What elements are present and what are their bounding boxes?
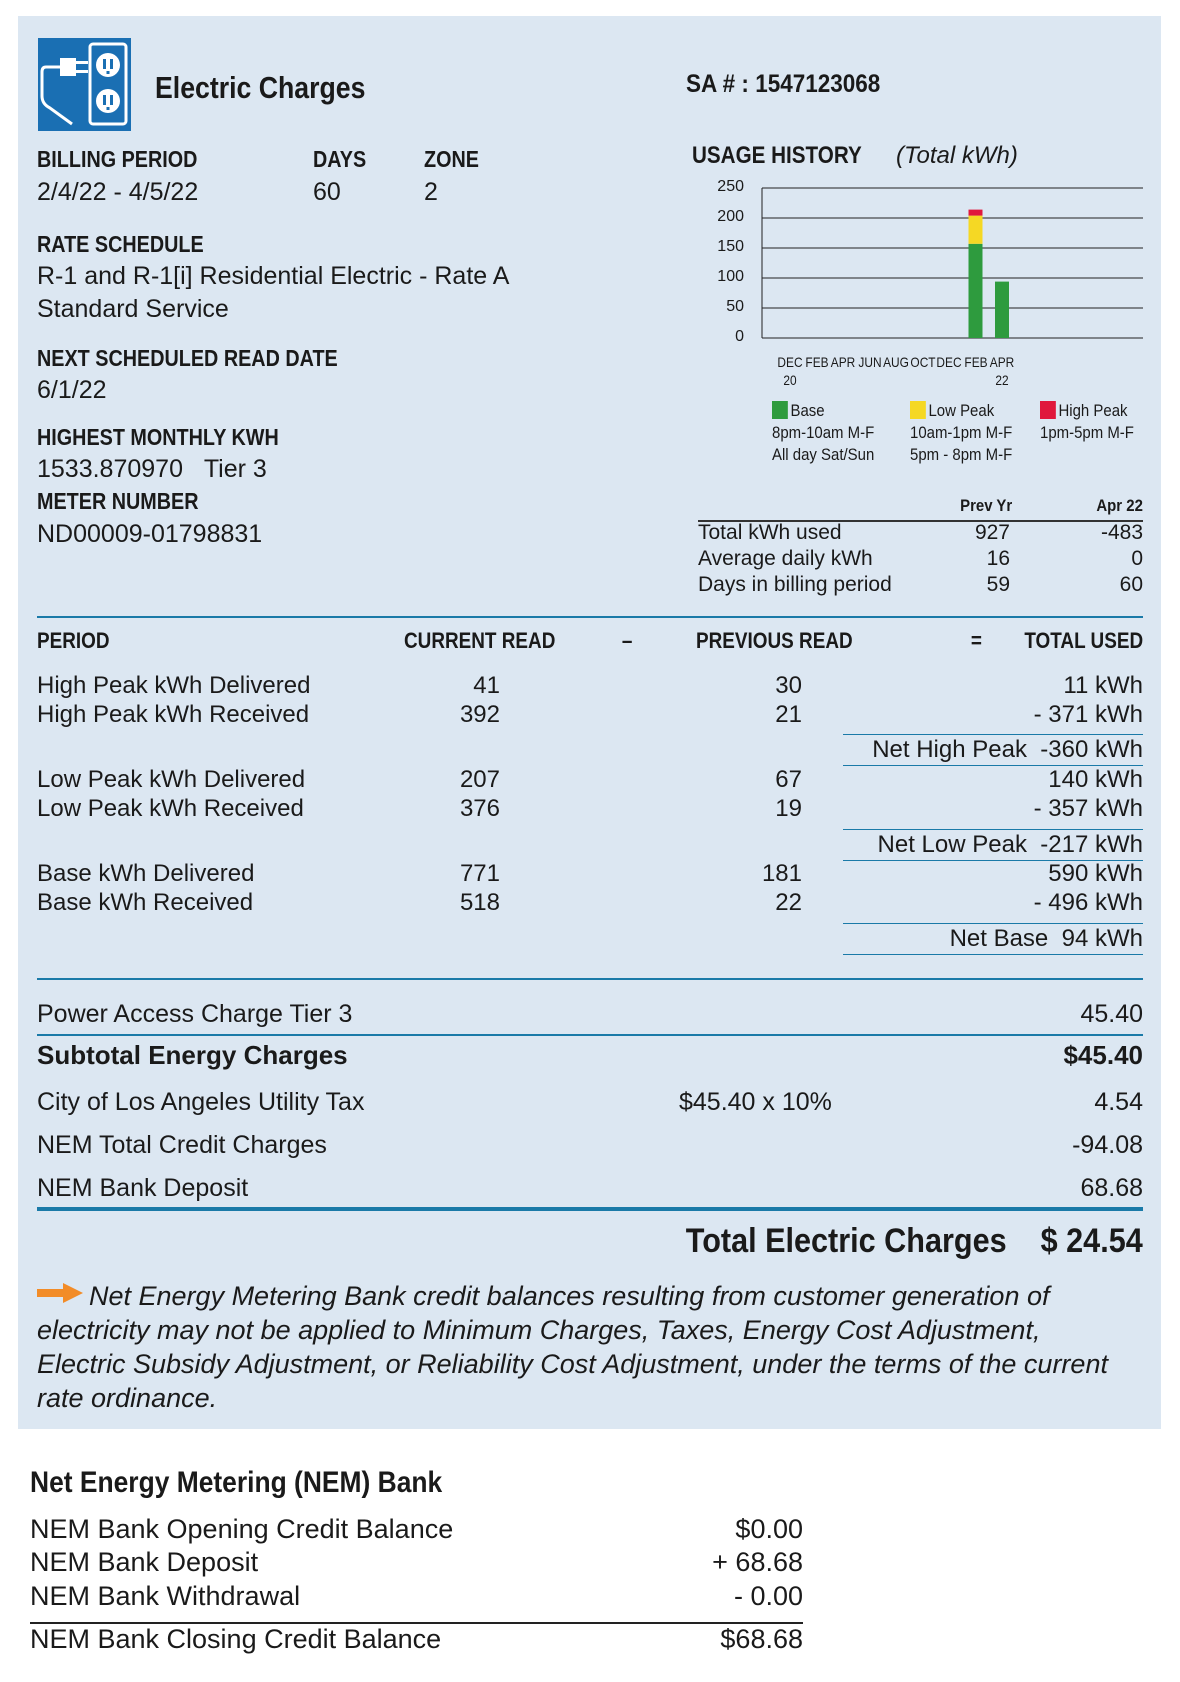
nem-bank-title: Net Energy Metering (NEM) Bank	[30, 1466, 443, 1499]
summary-label: Total kWh used	[698, 521, 842, 544]
x-tick-label: FEB	[963, 354, 988, 370]
y-tick-label: 50	[726, 298, 744, 315]
meter-row-total: 11 kWh	[1063, 672, 1143, 699]
meter-row-total: 590 kWh	[1048, 860, 1143, 887]
summary-prev: 927	[974, 521, 1010, 544]
zone-label: ZONE	[424, 146, 479, 172]
meter-row-label: High Peak kWh Delivered	[37, 672, 311, 699]
nem-bank-row	[30, 1547, 803, 1578]
x-tick-label: AUG	[883, 354, 909, 370]
nem-bank-row-amount: $68.68	[720, 1624, 803, 1654]
nem-deposit-row	[37, 1174, 1143, 1203]
utility-tax-calc: $45.40 x 10%	[679, 1088, 832, 1116]
meter-row-previous: 19	[775, 795, 802, 822]
nem-deposit-amount: 68.68	[1080, 1174, 1143, 1202]
rate-schedule-line1: R-1 and R-1[i] Residential Electric - Rate A	[37, 262, 510, 290]
meter-row-total: - 496 kWh	[1033, 889, 1143, 916]
y-tick-label: 0	[735, 328, 744, 345]
bar-base-apr	[995, 282, 1009, 338]
power-access-amount: 45.40	[1080, 1000, 1143, 1028]
summary-row	[698, 546, 1143, 572]
meter-row-previous: 67	[775, 766, 802, 793]
nem-bank-row-amount: $0.00	[735, 1514, 803, 1544]
meter-row-total: 140 kWh	[1048, 766, 1143, 793]
utility-tax-label: City of Los Angeles Utility Tax	[37, 1088, 365, 1116]
nem-credit-row	[37, 1131, 1143, 1160]
nem-bank-row-label: NEM Bank Deposit	[30, 1547, 259, 1577]
col-previous-read: PREVIOUS READ	[696, 628, 853, 653]
x-tick-label: DEC	[777, 354, 803, 370]
arrow-right-icon	[37, 1277, 83, 1297]
nem-note-text: Net Energy Metering Bank credit balances resulting from customer generation of electricity may not be applied to Minimum Charges, Taxes, Energy Cost Adjustment, Electric Subsidy Adjustment, or Reliability Cost Adjustment, under the terms of the current rate ordinance.	[37, 1281, 1108, 1413]
nem-note	[37, 1277, 1132, 1415]
total-label: Total Electric Charges	[686, 1222, 1007, 1260]
x-tick-label: DEC	[936, 354, 962, 370]
x-year-label: 20	[783, 372, 797, 388]
col-minus: –	[621, 628, 633, 653]
total-electric-charges	[686, 1222, 1143, 1261]
subtotal-label: Subtotal Energy Charges	[37, 1040, 348, 1070]
y-tick-label: 200	[717, 208, 744, 225]
y-tick-label: 250	[717, 178, 744, 195]
days-label: DAYS	[313, 146, 367, 172]
billing-period-value: 2/4/22 - 4/5/22	[37, 178, 199, 206]
page-title: Electric Charges	[155, 70, 366, 105]
meter-row-previous: 30	[775, 672, 802, 699]
zone-value: 2	[424, 178, 438, 206]
col-equals: =	[970, 628, 982, 653]
x-year-label: 22	[995, 372, 1009, 388]
y-tick-label: 100	[717, 268, 744, 285]
nem-bank-row-label: NEM Bank Withdrawal	[30, 1581, 301, 1611]
summary-row	[698, 572, 1143, 598]
x-tick-label: FEB	[804, 354, 829, 370]
summary-curr: -483	[1100, 521, 1143, 544]
meter-row-label: High Peak kWh Received	[37, 701, 310, 728]
usage-summary-table	[698, 520, 1143, 598]
meter-row-current: 392	[459, 701, 500, 728]
legend-low-peak: Low Peak 10am-1pm M-F 5pm - 8pm M-F	[910, 401, 1013, 464]
meter-row-total: - 371 kWh	[1033, 701, 1143, 728]
x-tick-label: OCT	[909, 354, 936, 370]
meter-row-current: 41	[473, 672, 500, 699]
bar-base-feb	[969, 244, 983, 338]
net-base: Net Base 94 kWh	[843, 923, 1143, 955]
meter-row-label: Low Peak kWh Received	[37, 795, 304, 822]
nem-bank-row	[30, 1624, 803, 1655]
legend-high-peak: High Peak 1pm-5pm M-F	[1040, 401, 1134, 442]
summary-label: Average daily kWh	[698, 547, 873, 570]
summary-curr: 0	[1131, 547, 1143, 570]
net-low-peak: Net Low Peak -217 kWh	[843, 829, 1143, 861]
meter-row-current: 771	[459, 860, 500, 887]
summary-prev: 59	[986, 573, 1010, 596]
nem-bank-row	[30, 1514, 803, 1545]
summary-row	[698, 520, 1143, 546]
bar-low-peak-feb	[969, 216, 983, 244]
col-period: PERIOD	[37, 628, 110, 653]
meter-row-total: - 357 kWh	[1033, 795, 1143, 822]
meter-row-previous: 22	[775, 889, 802, 916]
plug-outlet-logo-icon	[38, 38, 131, 131]
nem-deposit-label: NEM Bank Deposit	[37, 1174, 249, 1202]
meter-row-previous: 21	[775, 701, 802, 728]
summary-prev: 16	[986, 547, 1010, 570]
nem-bank-rule	[30, 1622, 803, 1624]
power-access-row	[37, 1000, 1143, 1029]
x-tick-label: APR	[989, 354, 1015, 370]
next-read-label: NEXT SCHEDULED READ DATE	[37, 345, 338, 371]
summary-curr: 60	[1119, 573, 1143, 596]
rate-schedule-line2: Standard Service	[37, 295, 229, 323]
meter-number-value: ND00009-01798831	[37, 520, 263, 548]
nem-credit-amount: -94.08	[1072, 1131, 1143, 1159]
divider	[37, 978, 1143, 980]
nem-bank-row-label: NEM Bank Closing Credit Balance	[30, 1624, 442, 1654]
meter-row-current: 207	[459, 766, 500, 793]
nem-bank-row	[30, 1581, 803, 1612]
meter-row-label: Low Peak kWh Delivered	[37, 766, 306, 793]
billing-period-label: BILLING PERIOD	[37, 146, 198, 172]
legend-base-swatch	[772, 401, 788, 419]
meter-row-current: 518	[459, 889, 500, 916]
meter-row-label: Base kWh Delivered	[37, 860, 255, 887]
total-amount: $ 24.54	[1040, 1222, 1143, 1260]
highest-kwh-value: 1533.870970 Tier 3	[37, 455, 267, 483]
legend-base: Base 8pm-10am M-F All day Sat/Sun	[772, 401, 875, 464]
meter-number-label: METER NUMBER	[37, 488, 199, 514]
bar-high-peak-feb	[969, 210, 983, 216]
subtotal-amount: $45.40	[1063, 1040, 1143, 1070]
net-high-peak: Net High Peak -360 kWh	[843, 734, 1143, 766]
utility-tax-amount: 4.54	[1094, 1088, 1143, 1116]
subtotal-row	[37, 1040, 1143, 1071]
usage-history-title: USAGE HISTORY (Total kWh)	[692, 142, 1018, 169]
nem-bank-row-label: NEM Bank Opening Credit Balance	[30, 1514, 454, 1544]
rate-schedule-label: RATE SCHEDULE	[37, 231, 204, 257]
summary-label: Days in billing period	[698, 573, 892, 596]
divider	[37, 1034, 1143, 1036]
col-current-read: CURRENT READ	[404, 628, 556, 653]
x-tick-label: APR	[830, 354, 856, 370]
col-total-used: TOTAL USED	[1024, 628, 1143, 653]
total-rule	[37, 1207, 1143, 1211]
utility-tax-row	[37, 1088, 1143, 1117]
nem-bank-row-amount: - 0.00	[733, 1581, 803, 1611]
meter-row-previous: 181	[761, 860, 802, 887]
power-access-label: Power Access Charge Tier 3	[37, 1000, 353, 1028]
y-tick-label: 150	[717, 238, 744, 255]
legend-high-peak-swatch	[1040, 401, 1056, 419]
divider	[37, 616, 1143, 618]
nem-bank-row-amount: + 68.68	[712, 1547, 803, 1577]
next-read-value: 6/1/22	[37, 376, 107, 404]
meter-row-current: 376	[459, 795, 500, 822]
x-tick-label: JUN	[857, 354, 882, 370]
summary-col-prev-yr: Prev Yr	[959, 496, 1012, 515]
legend-low-peak-swatch	[910, 401, 926, 419]
summary-col-apr22: Apr 22	[1096, 496, 1143, 515]
meter-row-label: Base kWh Received	[37, 889, 254, 916]
service-account-number: SA # : 1547123068	[686, 70, 881, 98]
days-value: 60	[313, 178, 341, 206]
highest-kwh-label: HIGHEST MONTHLY KWH	[37, 424, 279, 450]
nem-credit-label: NEM Total Credit Charges	[37, 1131, 327, 1159]
